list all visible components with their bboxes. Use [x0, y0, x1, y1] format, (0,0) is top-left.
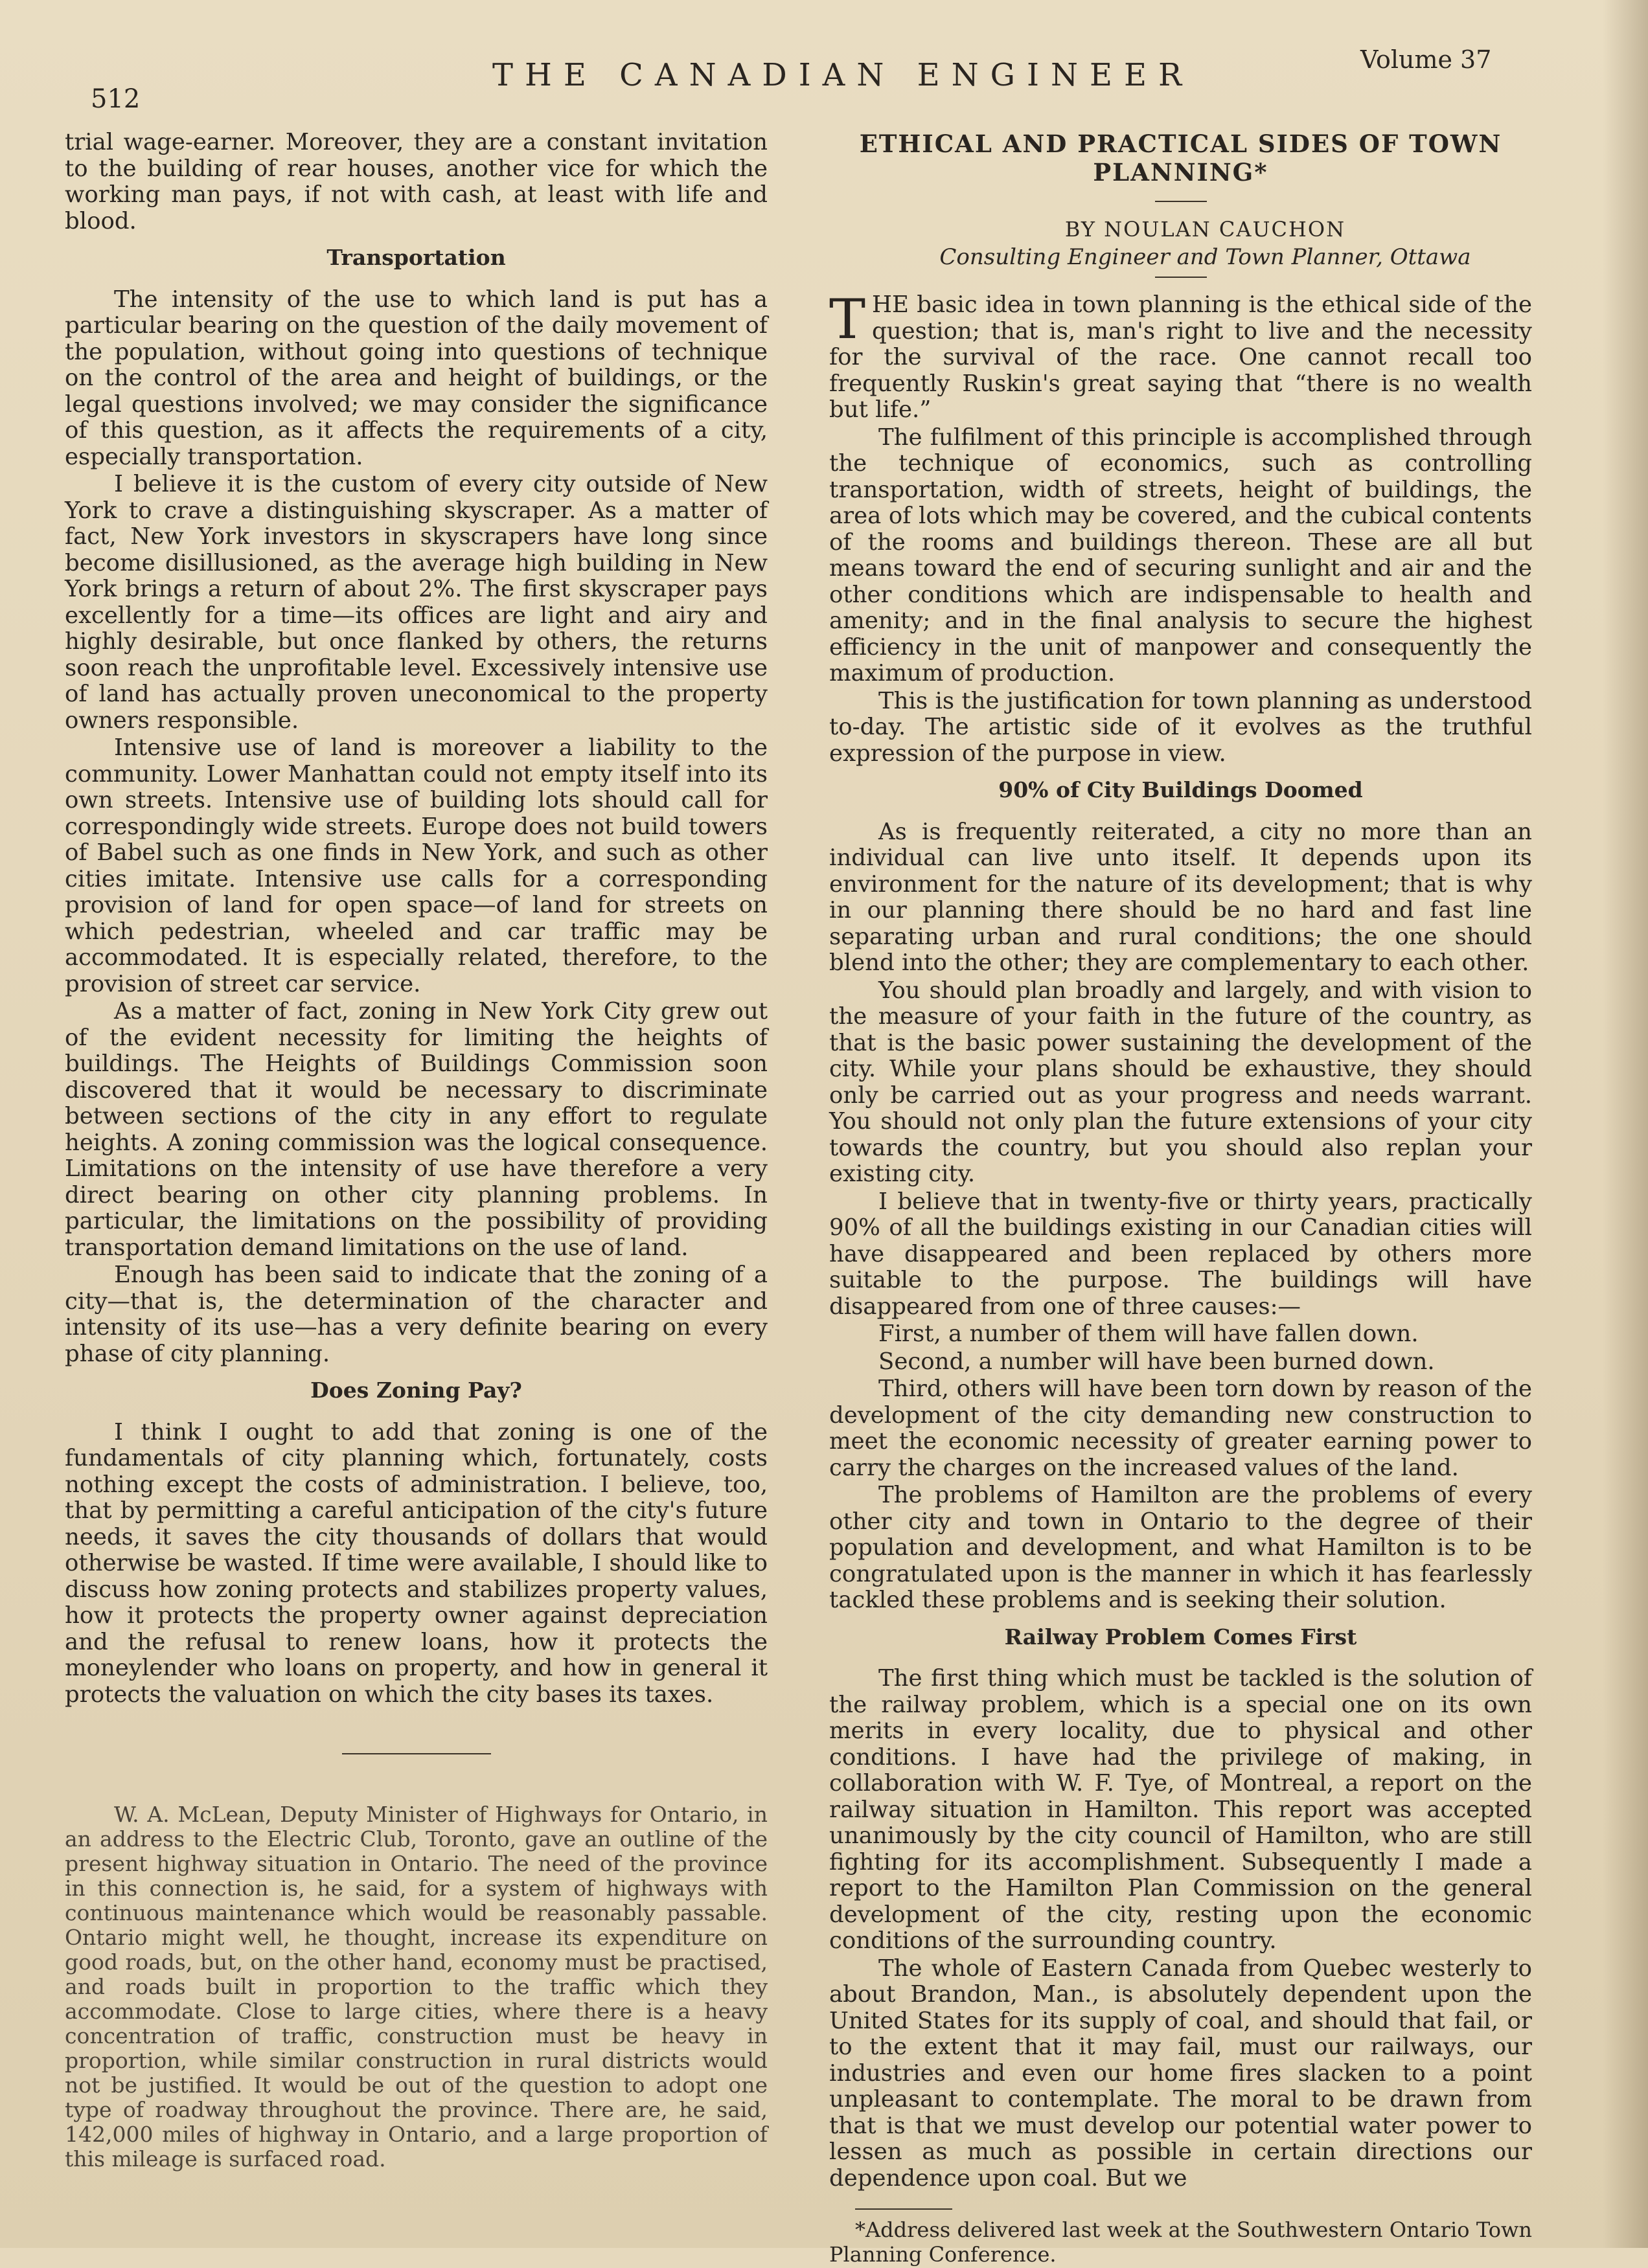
left-column: [65, 130, 768, 2173]
section-heading-doomed: 90% of City Buildings Doomed: [998, 777, 1363, 802]
section-heading-zoning: Does Zoning Pay?: [310, 1378, 522, 1403]
paragraph: This is the justification for town planning as understood to-day. The artistic side of it evolves as the truthful expression of the purpose in view.: [829, 687, 1532, 767]
paragraph: The problems of Hamilton are the problems of every other city and town in Ontario to the degree of their population and development, and what Hamilton is to be congratulated upon is the manner in which it has fearlessly tackled these problems and is seeking their solution.: [829, 1482, 1532, 1613]
right-column: [829, 130, 1532, 2268]
page-number: 512: [91, 84, 141, 114]
paragraph: I believe that in twenty-five or thirty years, practically 90% of all the buildings existing in our Canadian cities will have disappeared and been replaced by others more suitable to the purpose. The buildings will have disappeared from one of three causes:—: [829, 1188, 1532, 1320]
opening-text: HE basic idea in town planning is the ethical side of the question; that is, man's right to live and the necessity for the survival of the race. One cannot recall too frequently Ruskin's great saying that “there is no wealth but life.”: [829, 291, 1532, 423]
paragraph: The first thing which must be tackled is the solution of the railway problem, which is a special one on its own merits in every locality, due to physical and other conditions. I have had the privilege of making, in collaboration with W. F. Tye, of Montreal, a report on the railway situation in Hamilton. This report was accepted unanimously by the city council of Hamilton, who are still fighting for its accomplishment. Subsequently I made a report to the Hamilton Plan Commission on the general development of the city, resting upon the economic conditions of the surrounding country.: [829, 1665, 1532, 1954]
paragraph: I believe it is the custom of every city outside of New York to crave a distinguishing skyscraper. As a matter of fact, New York investors in skyscrapers have long since become disillusioned, as the average high building in New York brings a return of about 2%. The first skyscraper pays excellently for a time—its offices are light and airy and highly desirable, but once flanked by others, the returns soon reach the unprofitable level. Excessively intensive use of land has actually proven uneconomical to the property owners responsible.: [65, 471, 768, 734]
paragraph: Intensive use of land is moreover a liability to the community. Lower Manhattan could not empty itself into its own streets. Intensive use of building lots should call for correspondingly wide streets. Europe does not build towers of Babel such as one finds in New York, and such as other cities imitate. Intensive use calls for a corresponding provision of land for open space—of land for streets on which pedestrian, wheeled and car traffic may be accommodated. It is especially related, therefore, to the provision of street car service.: [65, 734, 768, 997]
drop-cap: T: [829, 288, 866, 351]
paragraph: Enough has been said to indicate that the zoning of a city—that is, the determination of the character and intensity of its use—has a very definite bearing on every phase of city planning.: [65, 1262, 768, 1367]
opening-paragraph: [829, 288, 1532, 424]
paragraph: Third, others will have been torn down by reason of the development of the city demanding new construction to meet the economic necessity of greater earning power to carry the charges on the increased values of the land.: [829, 1376, 1532, 1481]
volume-label: Volume 37: [1360, 45, 1492, 74]
running-head: [0, 45, 1648, 114]
section-heading-railway: Railway Problem Comes First: [1004, 1624, 1357, 1650]
byline-rule: [1155, 277, 1207, 278]
paragraph: You should plan broadly and largely, and with vision to the measure of your faith in the future of the country, as that is the basic power sustaining the development of the city. While your plans should be exhaustive, they should only be carried out as your progress and needs warrant. You should not only plan the future extensions of your city towards the country, but you should also replan your existing city.: [829, 977, 1532, 1187]
journal-title: THE CANADIAN ENGINEER: [492, 57, 1194, 93]
paragraph: First, a number of them will have fallen down.: [878, 1321, 1419, 1347]
title-rule: [1155, 201, 1207, 202]
paragraph: The intensity of the use to which land is put has a particular bearing on the question of the daily movement of the population, without going into questions of technique on the control of the area and height of buildings, or the legal questions involved; we may consider the significance of this question, as it affects the requirements of a city, especially transportation.: [65, 286, 768, 470]
section-heading-transportation: Transportation: [326, 245, 506, 270]
paragraph: W. A. McLean, Deputy Minister of Highways for Ontario, in an address to the Electric Club, Toronto, gave an outline of the present highway situation in Ontario. The need of the province in this connection is, he said, for a system of highways with continuous maintenance which would be reasonably passable. Ontario might well, he thought, increase its expenditure on good roads, but, on the other hand, economy must be practised, and roads built in proportion to the traffic which they accommodate. Close to large cities, where there is a heavy concentration of traffic, construction must be heavy in proportion, while similar construction in rural districts would not be justified. It would be out of the question to adopt one type of roadway throughout the province. There are, he said, 142,000 miles of highway in Ontario, and a large proportion of this mileage is surfaced road.: [65, 1802, 768, 2172]
intro-continuation: trial wage-earner. Moreover, they are a constant invitation to the building of rear houses, another vice for which the working man pays, if not with cash, at least with life and blood.: [65, 129, 768, 234]
author-affiliation: Consulting Engineer and Town Planner, Ottawa: [939, 244, 1471, 270]
article-title: ETHICAL AND PRACTICAL SIDES OF TOWN PLANNING*: [859, 130, 1502, 187]
paragraph: As is frequently reiterated, a city no more than an individual can live unto itself. It depends upon its environment for the nature of its development; that is why in our planning there should be no hard and fast line separating urban and rural conditions; the one should blend into the other; they are complementary to each other.: [829, 818, 1532, 976]
footnote: *Address delivered last week at the Southwestern Ontario Town Planning Conference.: [829, 2217, 1532, 2267]
paragraph: I think I ought to add that zoning is one of the fundamentals of city planning which, fortunately, costs nothing except the costs of administration. I believe, too, that by permitting a careful anticipation of the city's future needs, it saves the city thousands of dollars that would otherwise be wasted. If time were available, I should like to discuss how zoning protects and stabilizes property values, how it protects the property owner against depreciation and the refusal to renew loans, how it protects the moneylender who loans on property, and how in general it protects the valuation on which the city bases its taxes.: [65, 1418, 768, 1708]
paragraph: Second, a number will have been burned down.: [878, 1348, 1435, 1375]
paragraph: The whole of Eastern Canada from Quebec westerly to about Brandon, Man., is absolutely dependent upon the United States for its supply of coal, and should that fail, or to the extent that it may fail, must our railways, our industries and even our home fires slacken to a point unpleasant to contemplate. The moral to be drawn from that is that we must develop our potential water power to lessen as much as possible in certain directions our dependence upon coal. But we: [829, 1955, 1532, 2192]
footnote-rule: [855, 2208, 952, 2210]
divider-rule: [342, 1753, 491, 1754]
paragraph: As a matter of fact, zoning in New York City grew out of the evident necessity for limiting the heights of buildings. The Heights of Buildings Commission soon discovered that it would be necessary to discriminate between sections of the city in any effort to regulate heights. A zoning commission was the logical consequence. Limitations on the intensity of use have therefore a very direct bearing on other city planning problems. In particular, the limitations on the possibility of providing transportation demand limitations on the use of land.: [65, 998, 768, 1261]
page-edge-shadow: [1603, 0, 1648, 2248]
news-note-mclean: [65, 1802, 768, 2172]
paragraph: The fulfilment of this principle is accomplished through the technique of economics, such as controlling transportation, width of streets, height of buildings, the area of lots which may be covered, and the cubical contents of the rooms and buildings thereon. These are all but means toward the end of securing sunlight and air and the other conditions which are indispensable to health and amenity; and in the final analysis to secure the highest efficiency in the unit of manpower and consequently the maximum of production.: [829, 424, 1532, 686]
byline: BY NOULAN CAUCHON: [1064, 217, 1346, 242]
